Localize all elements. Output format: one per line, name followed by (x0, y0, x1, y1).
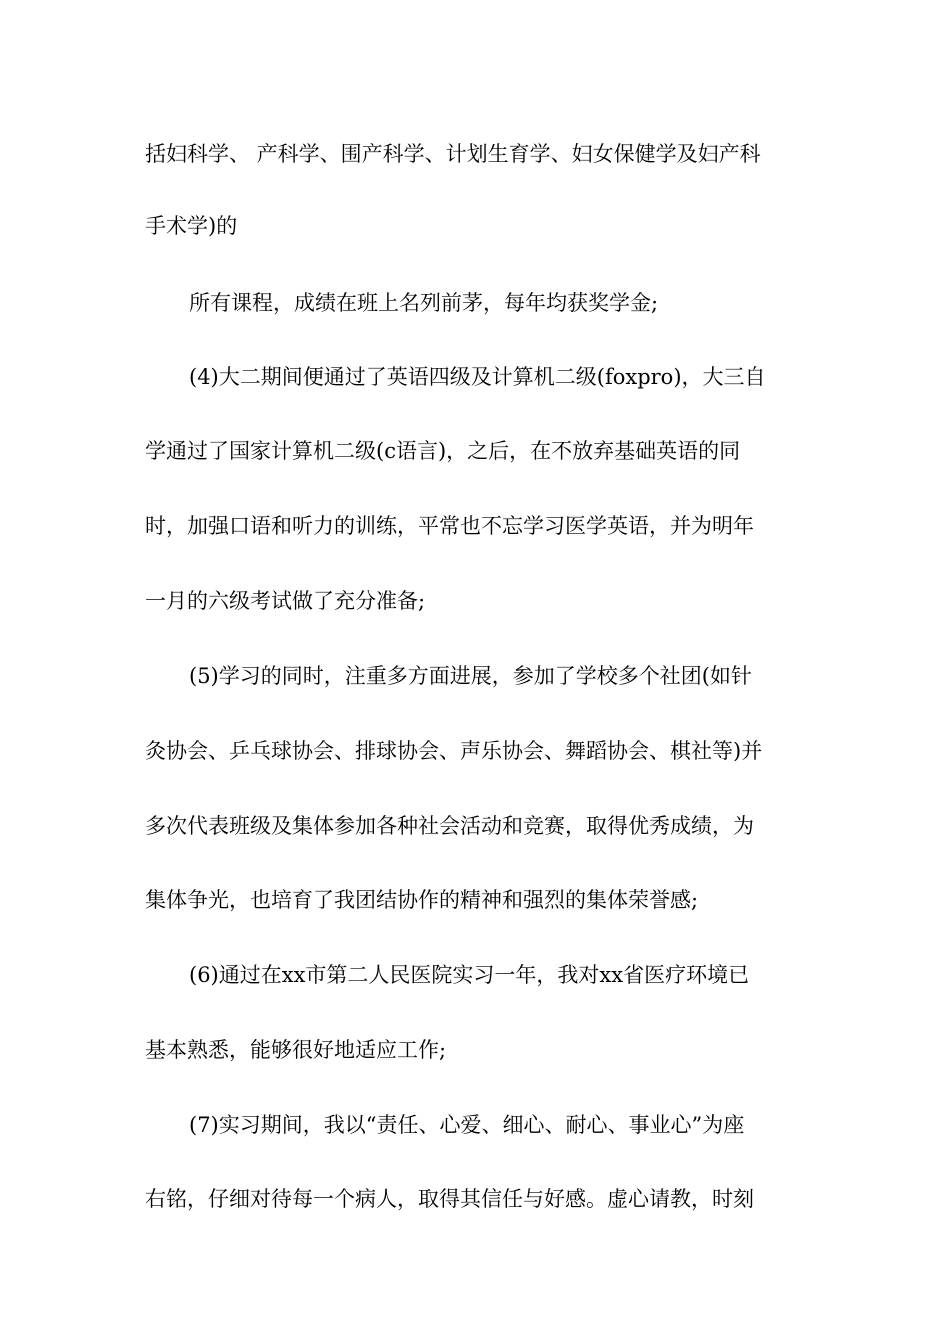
text-line-14: (7)实习期间，我以“责任、心爱、细心、耐心、事业心”为座 (189, 1113, 745, 1137)
text-line-2: 手术学)的 (145, 214, 238, 238)
text-line-4: (4)大二期间便通过了英语四级及计算机二级(foxpro)，大三自 (189, 365, 766, 389)
text-line-6: 时，加强口语和听力的训练，平常也不忘学习医学英语，并为明年 (145, 514, 754, 538)
text-line-7: 一月的六级考试做了充分准备; (145, 589, 426, 613)
text-line-10: 多次代表班级及集体参加各种社会活动和竞赛，取得优秀成绩，为 (145, 814, 754, 838)
text-line-3: 所有课程，成绩在班上名列前茅，每年均获奖学金; (189, 291, 659, 315)
text-line-1: 括妇科学、 产科学、围产科学、计划生育学、妇女保健学及妇产科 (145, 142, 761, 166)
text-line-12: (6)通过在xx市第二人民医院实习一年，我对xx省医疗环境已 (189, 963, 750, 987)
text-line-11: 集体争光，也培育了我团结协作的精神和强烈的集体荣誉感; (145, 888, 699, 912)
text-line-8: (5)学习的同时，注重多方面进展，参加了学校多个社团(如针 (189, 664, 752, 688)
text-line-5: 学通过了国家计算机二级(c语言)，之后，在不放弃基础英语的同 (145, 439, 741, 463)
text-line-13: 基本熟悉，能够很好地适应工作; (145, 1038, 447, 1062)
text-line-15: 右铭，仔细对待每一个病人，取得其信任与好感。虚心请教，时刻 (145, 1187, 754, 1211)
text-line-9: 灸协会、乒乓球协会、排球协会、声乐协会、舞蹈协会、棋社等)并 (145, 739, 763, 763)
